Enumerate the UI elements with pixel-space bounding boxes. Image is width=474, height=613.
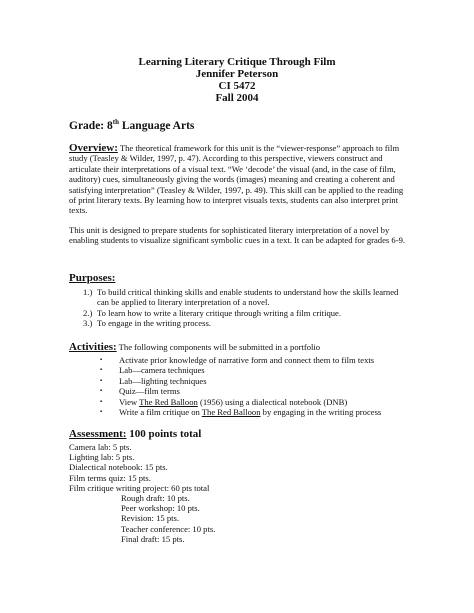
activities-intro: The following components will be submitted in a portfolio (116, 342, 321, 352)
assessment-label: Assessment: (69, 428, 127, 440)
item-text-post: (1956) using a dialectical notebook (DNB) (197, 396, 348, 407)
item-number: 2.) (83, 307, 93, 318)
course-number: CI 5472 (218, 80, 256, 92)
sub-list-item: Teacher conference: 10 pts. (121, 523, 216, 534)
assessment-list (69, 442, 215, 544)
bullet-icon: ▪ (100, 398, 103, 405)
film-title: The Red Balloon (139, 396, 198, 407)
item-number: 3.) (83, 318, 93, 329)
film-title: The Red Balloon (201, 407, 261, 418)
item-text: Quiz—film terms (119, 386, 180, 397)
list-item (69, 365, 411, 375)
item-text: Lab—lighting techniques (119, 375, 207, 386)
list-item: Lighting lab: 5 pts. (69, 452, 135, 463)
overview-label: Overview: (69, 142, 118, 154)
author-name: Jennifer Peterson (195, 68, 279, 80)
purposes-list (69, 287, 411, 329)
item-text: To learn how to write a literary critique through writing a film critique. (97, 307, 342, 318)
item-text: Activate prior knowledge of narrative form and connect them to film texts (119, 355, 375, 365)
bullet-icon: ▪ (100, 409, 103, 416)
bullet-icon: ▪ (100, 367, 103, 374)
item-text-pre: Write a film critique on (119, 407, 202, 418)
bullet-icon: ▪ (100, 377, 103, 384)
grade-superscript: th (112, 118, 119, 127)
list-item (69, 376, 411, 386)
list-item (69, 386, 411, 396)
sub-list-item: Peer workshop: 10 pts. (121, 503, 200, 514)
sub-list-item: Rough draft: 10 pts. (121, 493, 190, 504)
activities-list (69, 355, 411, 417)
overview-paragraph-2: This unit is designed to prepare students for sophisticated literary interpretation of a novel by enabling students to visualize significant symbolic cues in a text. It can be adapted for grades 6-9. (69, 225, 406, 246)
purposes-heading: Purposes: (69, 272, 116, 284)
term: Fall 2004 (215, 92, 259, 104)
item-text: To build critical thinking skills and enable students to understand how the skills learned can be applied to literary interpretation of a novel. (97, 287, 399, 308)
item-number: 1.) (83, 287, 93, 297)
bullet-icon: ▪ (100, 388, 103, 395)
document-title: Learning Literary Critique Through Film (138, 56, 336, 68)
list-item (69, 318, 411, 328)
item-text: Lab—camera techniques (119, 365, 205, 376)
item-text-post: by engaging in the writing process (260, 407, 382, 418)
list-item (69, 397, 411, 407)
overview-paragraph (69, 143, 411, 216)
sub-list-item: Final draft: 15 pts. (121, 533, 185, 544)
activities-label: Activities: (69, 341, 117, 353)
list-item: Camera lab: 5 pts. (69, 442, 132, 452)
activities-heading (69, 341, 320, 353)
assessment-heading (69, 428, 201, 440)
document-header (0, 56, 474, 104)
grade-heading (69, 120, 194, 132)
list-item: Film terms quiz: 15 pts. (69, 472, 151, 483)
bullet-icon: ▪ (100, 357, 103, 363)
list-item: Film critique writing project: 60 pts total (69, 482, 210, 493)
list-item (69, 355, 411, 365)
overview-text: The theoretical framework for this unit is the “viewer-response” approach to film study (Teasley & Wilder, 1997, p. 47). According to this perspective, viewers construct and articulate their interpretations of a visual text. “We ‘decode’ the visual (and, in the case of film, auditory) cues, simultaneously giving the words (images) meaning and creating a coherent and satisfying interpretation” (Teasley & Wilder, 1997, p. 49). This skill can be applied to the reading of print literary texts. By learning how to interpret visuals texts, students can also interpret print texts. (69, 143, 404, 216)
list-item: Dialectical notebook: 15 pts. (69, 462, 168, 473)
list-item (69, 308, 411, 318)
sub-list-item: Revision: 15 pts. (121, 513, 180, 524)
item-text: To engage in the writing process. (97, 318, 211, 329)
assessment-total: 100 points total (126, 428, 202, 440)
grade-prefix: Grade: 8 (69, 120, 113, 132)
grade-suffix: Language Arts (119, 120, 195, 132)
item-text-pre: View (119, 396, 140, 407)
list-item (69, 287, 411, 308)
list-item (69, 407, 411, 417)
